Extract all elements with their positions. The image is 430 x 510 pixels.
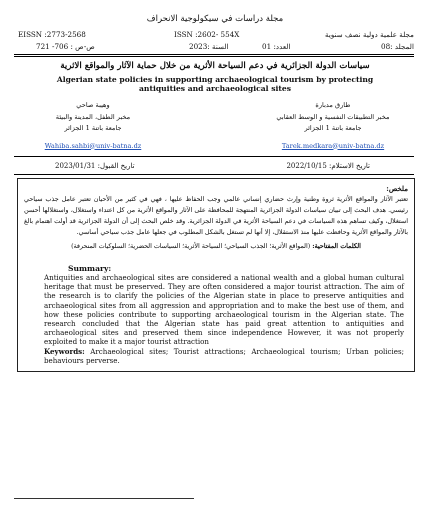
- dates-divider-bottom: [14, 174, 414, 175]
- author-university: جامعة باتنة 1 الجزائر: [64, 124, 122, 132]
- issn: ISSN :2602- 554X: [174, 30, 240, 39]
- abstract-arabic-keywords: [24, 242, 408, 252]
- author-lab: مخبر التطبيقات النفسية و الوسط العقابي: [276, 112, 390, 121]
- abstract-english: [44, 273, 404, 365]
- keywords-label: Keywords:: [44, 346, 85, 356]
- author-university: جامعة باتنة 1 الجزائر: [304, 124, 362, 132]
- author-name: طارق مدبارة: [315, 101, 351, 109]
- title-english: Algerian state policies in supporting archaeological tourism by protecting antiquities and archaeological sites: [56, 75, 374, 93]
- eissn: EISSN :2773-2568: [18, 30, 86, 39]
- author-email[interactable]: Tarek.medkara@univ-batna.dz: [281, 141, 385, 150]
- author-2: [18, 100, 168, 152]
- footnote-divider: [14, 498, 194, 499]
- abstract-arabic-label: ملخص:: [386, 184, 408, 193]
- received-date: تاريخ الاستلام: 2022/10/15: [286, 162, 370, 170]
- author-1: [258, 100, 408, 152]
- header-row-issn: [14, 30, 414, 40]
- dates-divider-top: [14, 156, 414, 157]
- journal-name: مجلة دراسات في سيكولوجية الانحراف: [146, 14, 284, 24]
- journal-type: مجلة علمية دولية نصف سنوية: [324, 30, 414, 39]
- header-row-issue: [14, 42, 414, 52]
- header-divider: [14, 54, 414, 57]
- author-name: وهيبة صاحي: [76, 101, 110, 109]
- arabic-keywords-label: الكلمات المفتاحية:: [312, 243, 361, 250]
- keywords-text: Archaeological sites; Tourist attractions; Archaeological tourism; Urban policies; behaviours perverse.: [44, 346, 404, 365]
- page-range: ص-ص : 706- 721: [36, 42, 95, 51]
- author-lab: مخبر الطفل، المدينة والبيئة: [55, 112, 131, 121]
- volume: المجلد :08: [381, 42, 414, 51]
- title-arabic: سياسات الدولة الجزائرية في دعم السياحة الأثرية من خلال حماية الآثار والمواقع الاثرية: [60, 61, 370, 71]
- year: السنة :2023: [189, 42, 229, 51]
- author-email[interactable]: Wahiba.sahbi@univ-batna.dz: [44, 141, 142, 150]
- issue: العدد: 01: [262, 42, 291, 51]
- arabic-keywords: (المواقع الأثرية؛ الجذب السياحي؛ السياحة الأثرية؛ السياسات الحضرية؛ السلوكيات المنحرفة): [71, 243, 311, 250]
- summary-label: Summary:: [68, 264, 112, 273]
- abstract-arabic-text: تعتبر الآثار والمواقع الأثرية ثروة وطنية وإرث حضاري إنساني عالمي وجب الحفاظ عليها ، فهي في كثير من الأحيان تعتبر عامل جذب سياحي رئيسي. هدف البحث إلى تبيان سياسات الدولة الجزائرية المنتهجة للمحافظة على الآثار والمواقع الأثرية من كل اعتداء واستغلال، واستغلالها أحسن استغلال، وكيف تساهم هذه السياسات في دعم السياحة الأثرية في الدولة الجزائرية. وقد خلص البحث إلى أن الدولة الجزائرية قد أولت اهتمام بالغ بالآثار والمواقع الأثرية وحافظت عليها منذ الاستقلال، إلا أنها لم تستغل بالشكل المطلوب في جعلها عامل جذب سياحي أساسي.: [24, 195, 408, 236]
- abstract-box: [17, 178, 415, 372]
- accepted-date: تاريخ القبول: 2023/01/31: [55, 162, 135, 170]
- summary-text: Antiquities and archaeological sites are considered a national wealth and a global human cultural heritage that must be preserved. They are often considered a major tourist attraction. The aim of the research is to clarify the policies of the Algerian state in place to preserve antiquities and archaeological sites from all aggression and appropriation and to make the best use of them, and how these policies contribute to supporting archaeological tourism in the Algerian state. The research concluded that the Algerian state has paid great attention to antiquities and archaeological sites and preserved them since independence However, it was not properly exploited to make it a major tourist attraction: [44, 273, 404, 347]
